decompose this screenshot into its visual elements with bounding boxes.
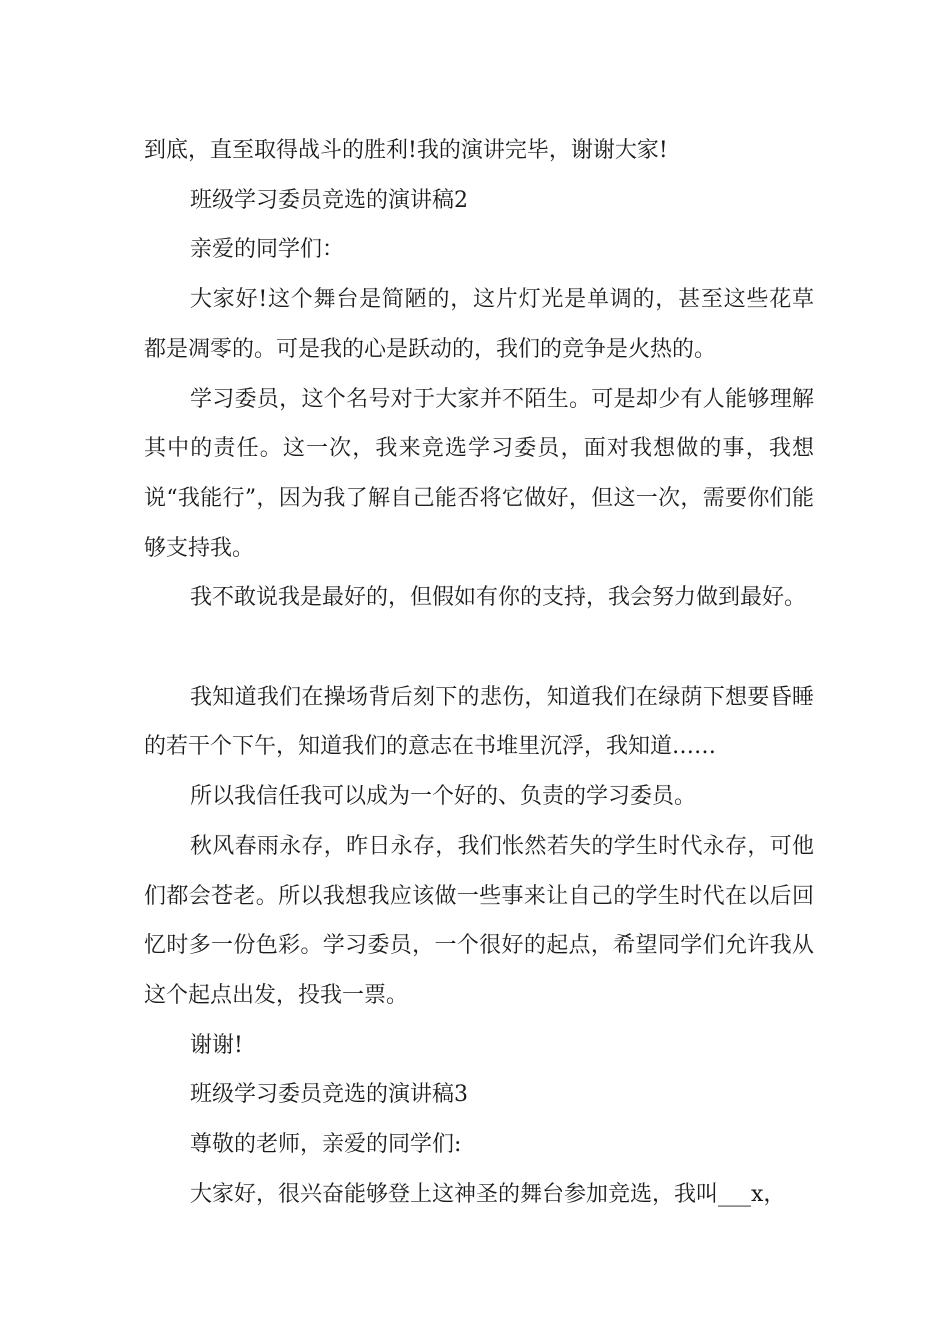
paragraph: 我不敢说我是最好的，但假如有你的支持，我会努力做到最好。 (190, 585, 807, 611)
paragraph: 大家好，很兴奋能够登上这神圣的舞台参加竞选，我叫___x， (190, 1181, 786, 1207)
section-heading-3: 班级学习委员竞选的演讲稿3 (190, 1082, 468, 1108)
document-body (144, 126, 814, 1219)
paragraph-continuation: 到底，直至取得战斗的胜利!我的演讲完毕，谢谢大家! (144, 138, 668, 163)
salutation: 亲爱的同学们： (190, 237, 345, 263)
paragraph: 大家好!这个舞台是简陋的，这片灯光是单调的，甚至这些花草都是凋零的。可是我的心是跃动的，我们的竞争是火热的。 (144, 287, 814, 362)
paragraph: 秋风春雨永存，昨日永存，我们怅然若失的学生时代永存，可他们都会苍老。所以我想我应该做一些事来让自己的学生时代在以后回忆时多一份色彩。学习委员，一个很好的起点，希望同学们允许我从这个起点出发，投我一票。 (144, 833, 814, 1008)
paragraph: 我知道我们在操场背后刻下的悲伤，知道我们在绿荫下想要昏睡的若干个下午，知道我们的意志在书堆里沉浮，我知道…… (144, 684, 814, 760)
paragraph: 学习委员，这个名号对于大家并不陌生。可是却少有人能够理解其中的责任。这一次，我来竞选学习委员，面对我想做的事，我想说“我能行”，因为我了解自己能否将它做好，但这一次，需要你们能够支持我。 (144, 386, 814, 561)
blank-line (144, 623, 814, 673)
closing-thanks: 谢谢! (190, 1032, 243, 1058)
salutation: 尊敬的老师，亲爱的同学们: (190, 1132, 462, 1158)
section-heading-2: 班级学习委员竞选的演讲稿2 (190, 187, 468, 213)
paragraph: 所以我信任我可以成为一个好的、负责的学习委员。 (190, 784, 697, 810)
